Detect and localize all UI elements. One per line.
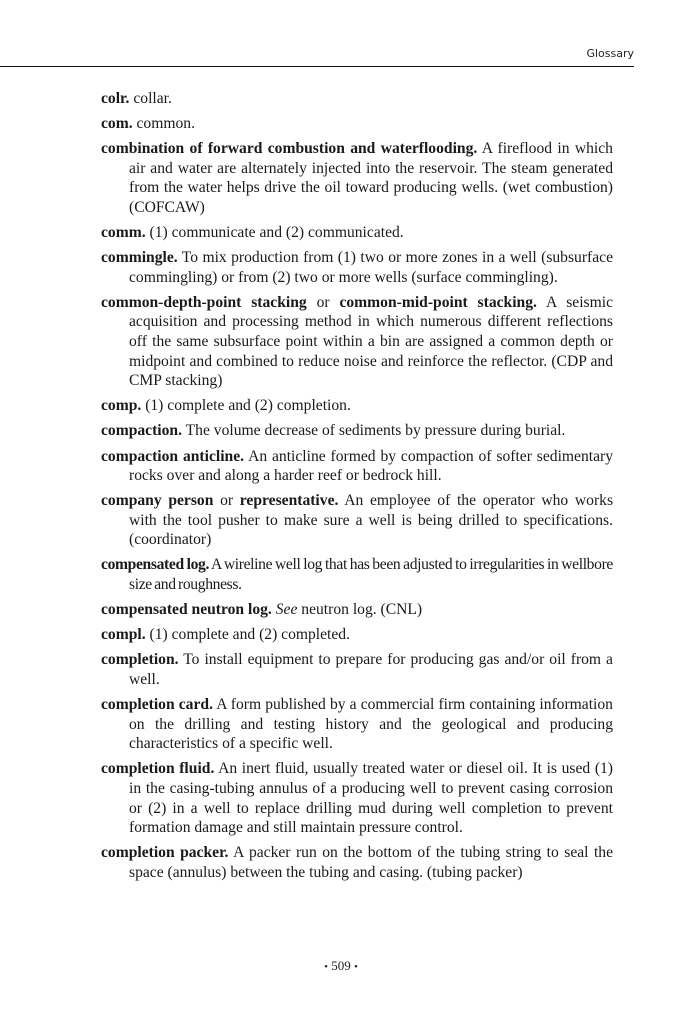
glossary-entry: [101, 89, 613, 109]
glossary-entry: [101, 695, 613, 754]
header-rule: [0, 66, 634, 67]
glossary-entry: [101, 600, 613, 620]
entry-definition: A packer run on the bottom of the tubing string to seal the space (annulus) between the tubing and casing. (tubing packer): [129, 844, 613, 881]
entry-term: completion card.: [101, 696, 213, 714]
glossary-entry: [101, 223, 613, 243]
entry-term: compl.: [101, 626, 146, 644]
entry-term: company person: [101, 492, 214, 510]
entry-definition: common.: [136, 115, 195, 133]
glossary-entry: [101, 759, 613, 837]
glossary-entry: [101, 421, 613, 441]
entry-definition: (1) complete and (2) completion.: [145, 397, 351, 415]
bullet-icon: •: [354, 961, 358, 973]
entry-term: compensated log.: [101, 556, 210, 574]
entry-definition: A seismic acquisition and processing method in which numerous different reflections off the same subsurface point within a bin are assigned a common depth or midpoint and combined to reduce noise and reinforce the reflector. (CDP and CMP stacking): [129, 293, 614, 390]
entry-term: completion fluid.: [101, 760, 215, 778]
entry-see-reference: See: [275, 601, 298, 619]
entry-term: common-depth-point stacking: [101, 293, 307, 311]
entry-term: compaction.: [101, 422, 182, 440]
page-number-text: 509: [331, 958, 351, 973]
entry-definition: An employee of the operator who works with the tool pusher to make sure a well is being drilled to specifications. (coordinator): [129, 492, 614, 549]
entry-definition: A wireline well log that has been adjusted to irregularities in wellbore size and roughness.: [129, 556, 613, 594]
entry-term: colr.: [101, 90, 130, 107]
entry-definition: The volume decrease of sediments by pressure during burial.: [185, 422, 566, 440]
entry-definition: A form published by a commercial firm containing information on the drilling and testing history and the geological and producing characteristics of a specific well.: [129, 696, 613, 753]
running-head: Glossary: [586, 47, 634, 60]
entry-term-alternate: representative.: [239, 492, 339, 510]
entry-definition: An anticline formed by compaction of softer sedimentary rocks over and along a harder reef or bedrock hill.: [129, 447, 613, 485]
glossary-entry: [101, 650, 613, 689]
glossary-entry: [101, 248, 613, 287]
glossary-entry: [101, 114, 613, 134]
entry-definition: To install equipment to prepare for producing gas and/or oil from a well.: [129, 651, 613, 688]
entry-conjunction: or: [220, 492, 234, 510]
entry-term: compaction anticline.: [101, 447, 245, 465]
entry-term: combination of forward combustion and waterflooding.: [101, 140, 478, 158]
entry-definition: A fireflood in which air and water are alternately injected into the reservoir. The steam generated from the water helps drive the oil toward producing wells. (wet combustion) (COFCAW): [129, 140, 613, 216]
entry-definition: neutron log. (CNL): [301, 601, 423, 619]
glossary-entry: [101, 491, 613, 550]
glossary-entry: [101, 625, 613, 645]
entry-definition: (1) communicate and (2) communicated.: [149, 224, 404, 242]
glossary-entries: [101, 89, 613, 888]
entry-definition: To mix production from (1) two or more zones in a well (subsurface commingling) or from (2) two or more wells (surface commingling).: [129, 249, 613, 286]
entry-term-alternate: common-mid-point stacking.: [339, 293, 537, 311]
entry-conjunction: or: [316, 293, 330, 311]
glossary-entry: [101, 555, 613, 594]
glossary-entry: [101, 293, 613, 391]
bullet-icon: •: [324, 961, 328, 973]
page-number: [0, 958, 682, 974]
entry-term: comm.: [101, 224, 146, 242]
entry-term: compensated neutron log.: [101, 601, 272, 619]
glossary-entry: [101, 447, 613, 486]
entry-definition: An inert fluid, usually treated water or diesel oil. It is used (1) in the casing-tubing annulus of a producing well to prevent casing corrosion or (2) in a well to replace drilling mud during well completion to prevent formation damage and still maintain pressure control.: [129, 760, 613, 837]
entry-term: commingle.: [101, 249, 178, 267]
entry-definition: (1) complete and (2) completed.: [149, 626, 351, 644]
glossary-entry: [101, 843, 613, 882]
entry-term: completion packer.: [101, 844, 229, 862]
glossary-entry: [101, 139, 613, 217]
entry-term: com.: [101, 115, 133, 133]
entry-term: completion.: [101, 651, 179, 669]
entry-definition: collar.: [133, 90, 172, 107]
entry-term: comp.: [101, 397, 142, 415]
glossary-entry: [101, 396, 613, 416]
